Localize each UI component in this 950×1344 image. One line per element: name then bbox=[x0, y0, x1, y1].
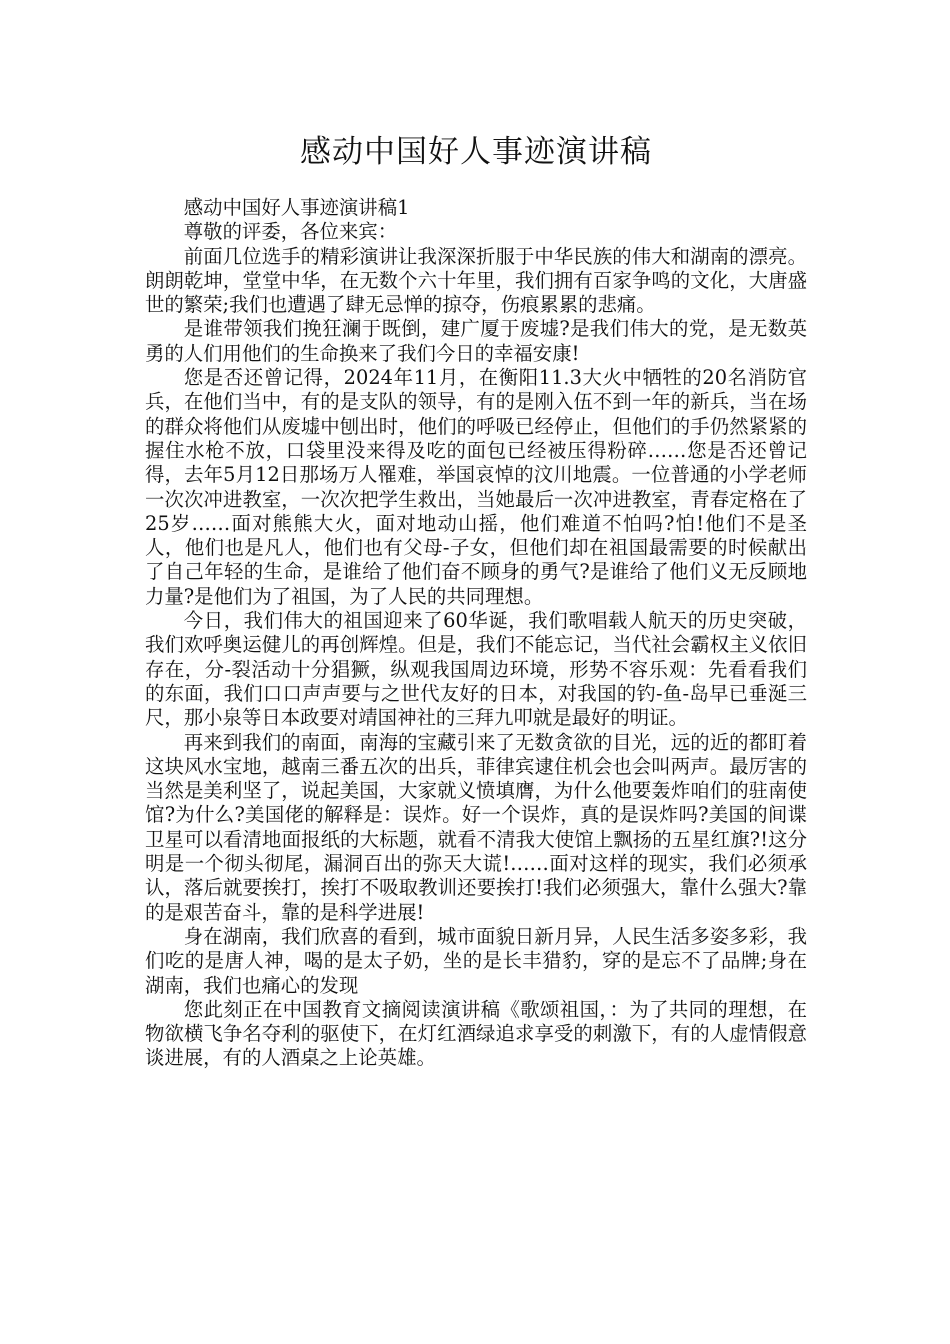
paragraph-salutation: 尊敬的评委，各位来宾： bbox=[183, 220, 398, 244]
paragraph: 今日，我们伟大的祖国迎来了60华诞，我们歌唱载人航天的历史突破，我们欢呼奥运健儿的再创辉煌。但是，我们不能忘记，当代社会霸权主义依旧存在，分-裂活动十分猖獗，纵观我国周边环境，形势不容乐观：先看看我们的东面，我们口口声声要与之世代友好的日本，对我国的钓-鱼-岛早已垂涎三尺，那小泉等日本政要对靖国神社的三拜九叩就是最好的明证。 bbox=[145, 609, 807, 730]
document-title: 感动中国好人事迹演讲稿 bbox=[300, 134, 652, 170]
paragraph: 前面几位选手的精彩演讲让我深深折服于中华民族的伟大和湖南的漂亮。朗朗乾坤，堂堂中华，在无数个六十年里，我们拥有百家争鸣的文化，大唐盛世的繁荣;我们也遭遇了肆无忌惮的掠夺，伤痕累累的悲痛。 bbox=[145, 244, 807, 317]
paragraph: 再来到我们的南面，南海的宝藏引来了无数贪欲的目光，远的近的都盯着这块风水宝地，越南三番五次的出兵，菲律宾逮住机会也会叫两声。最厉害的当然是美利坚了，说起美国，大家就义愤填膺，为什么他要轰炸咱们的驻南使馆?为什么?美国佬的解释是：误炸。好一个误炸，真的是误炸吗?美国的间谍卫星可以看清地面报纸的大标题，就看不清我大使馆上飘扬的五星红旗?!这分明是一个彻头彻尾，漏洞百出的弥天大谎!……面对这样的现实，我们必须承认，落后就要挨打，挨打不吸取教训还要挨打!我们必须强大，靠什么强大?靠的是艰苦奋斗，靠的是科学进展! bbox=[145, 730, 807, 924]
paragraph: 身在湖南，我们欣喜的看到，城市面貌日新月异，人民生活多姿多彩，我们吃的是唐人神，喝的是太子奶，坐的是长丰猎豹，穿的是忘不了品牌;身在湖南，我们也痛心的发现 bbox=[145, 924, 807, 997]
paragraph-subtitle: 感动中国好人事迹演讲稿1 bbox=[183, 196, 410, 219]
paragraph: 您是否还曾记得，2024年11月，在衡阳11.3大火中牺牲的20名消防官兵，在他们当中，有的是支队的领导，有的是刚入伍不到一年的新兵，当在场的群众将他们从废墟中刨出时，他们的呼吸已经停止，但他们的手仍然紧紧的握住水枪不放，口袋里没来得及吃的面包已经被压得粉碎……您是否还曾记得，去年5月12日那场万人罹难，举国哀悼的汶川地震。一位普通的小学老师一次次冲进教室，一次次把学生救出，当她最后一次冲进教室，青春定格在了25岁……面对熊熊大火，面对地动山摇，他们难道不怕吗?怕!他们不是圣人，他们也是凡人，他们也有父母-子女，但他们却在祖国最需要的时候献出了自己年轻的生命，是谁给了他们奋不顾身的勇气?是谁给了他们义无反顾地力量?是他们为了祖国，为了人民的共同理想。 bbox=[145, 366, 807, 608]
paragraph: 您此刻正在中国教育文摘阅读演讲稿《歌颂祖国，：为了共同的理想，在物欲横飞争名夺利的驱使下，在灯红酒绿追求享受的刺激下，有的人虚情假意谈进展，有的人酒桌之上论英雄。 bbox=[145, 997, 807, 1070]
document-body bbox=[145, 196, 807, 1071]
paragraph: 是谁带领我们挽狂澜于既倒，建广厦于废墟?是我们伟大的党，是无数英勇的人们用他们的生命换来了我们今日的幸福安康! bbox=[145, 317, 807, 365]
document-page bbox=[145, 0, 807, 1071]
